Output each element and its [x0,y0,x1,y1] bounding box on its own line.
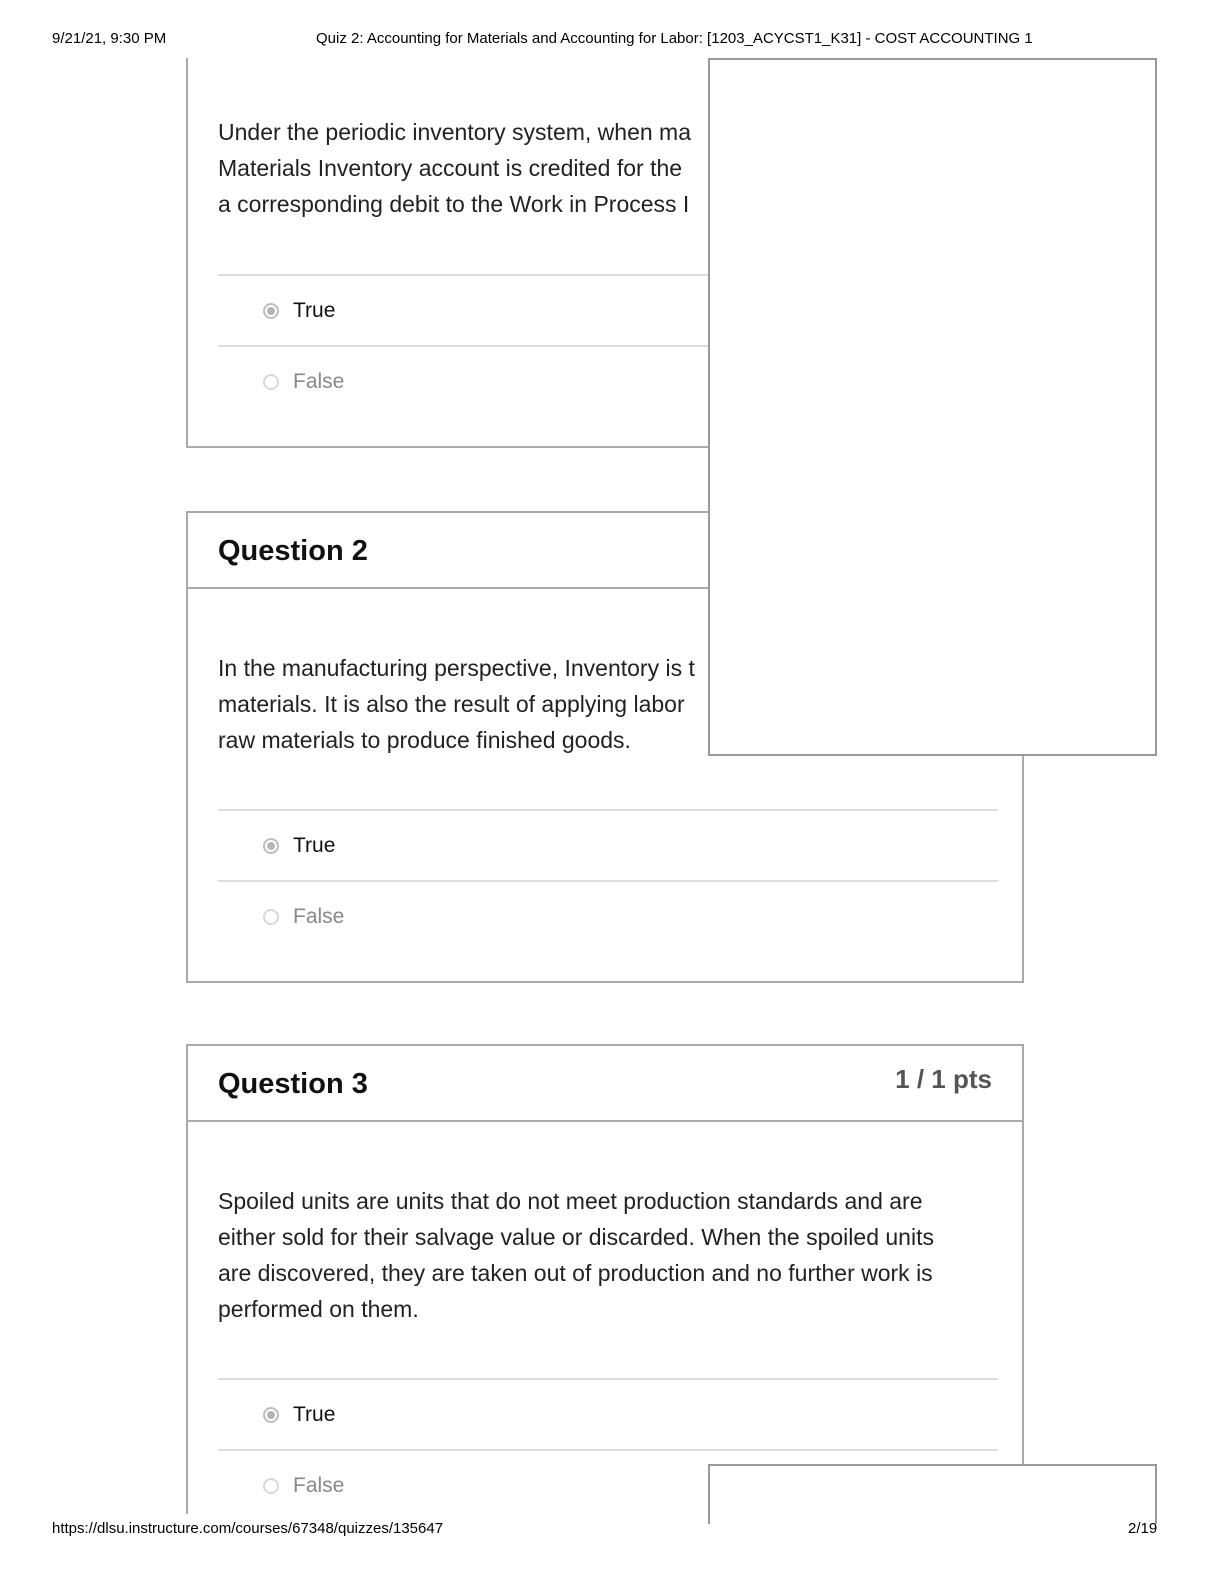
question-text-line: In the manufacturing perspective, Inventory is t [218,655,695,681]
radio-unselected-icon[interactable] [263,374,279,390]
question-text-line: raw materials to produce finished goods. [218,727,631,753]
answer-label: False [293,905,345,928]
question-header [188,1046,1022,1122]
radio-unselected-icon[interactable] [263,1478,279,1494]
radio-unselected-icon[interactable] [263,909,279,925]
print-page-title: Quiz 2: Accounting for Materials and Accounting for Labor: [1203_ACYCST1_K31] - COST ACCOUNTING 1 [316,30,1033,47]
answer-option-true[interactable] [263,1400,335,1430]
question-text-line: Spoiled units are units that do not meet production standards and are [218,1188,923,1214]
answer-divider [218,1449,998,1451]
question-text-line: either sold for their salvage value or discarded. When the spoiled units [218,1224,934,1250]
answer-divider [218,880,998,882]
answer-option-true[interactable] [263,296,335,326]
answer-option-true[interactable] [263,831,335,861]
answer-divider [218,1378,998,1380]
question-text-line: Under the periodic inventory system, when ma [218,119,691,145]
question-text [218,1183,988,1327]
radio-selected-icon[interactable] [263,838,279,854]
question-points: 1 / 1 pts [895,1064,992,1094]
print-datetime: 9/21/21, 9:30 PM [52,30,167,47]
answer-divider [218,809,998,811]
answer-option-false[interactable] [263,1471,344,1501]
question-text-line: are discovered, they are taken out of production and no further work is [218,1260,933,1286]
question-text-line: performed on them. [218,1296,419,1322]
question-title: Question 2 [218,535,368,567]
answer-label: True [293,834,336,857]
print-page-number: 2/19 [1128,1520,1158,1537]
question-text-line: Materials Inventory account is credited for the [218,155,683,181]
question-title: Question 3 [218,1068,368,1100]
overlay-panel [708,58,1157,756]
question-card-3 [186,1044,1024,1514]
answer-label: False [293,1474,345,1497]
answer-option-false[interactable] [263,367,344,397]
question-text-line: a corresponding debit to the Work in Process I [218,191,690,217]
answer-label: False [293,370,345,393]
overlay-panel-bottom [708,1464,1157,1524]
print-url: https://dlsu.instructure.com/courses/67348/quizzes/135647 [52,1520,444,1537]
question-text-line: materials. It is also the result of applying labor [218,691,685,717]
radio-selected-icon[interactable] [263,303,279,319]
answer-label: True [293,1403,336,1426]
radio-selected-icon[interactable] [263,1407,279,1423]
answer-option-false[interactable] [263,902,344,932]
answer-label: True [293,299,336,322]
